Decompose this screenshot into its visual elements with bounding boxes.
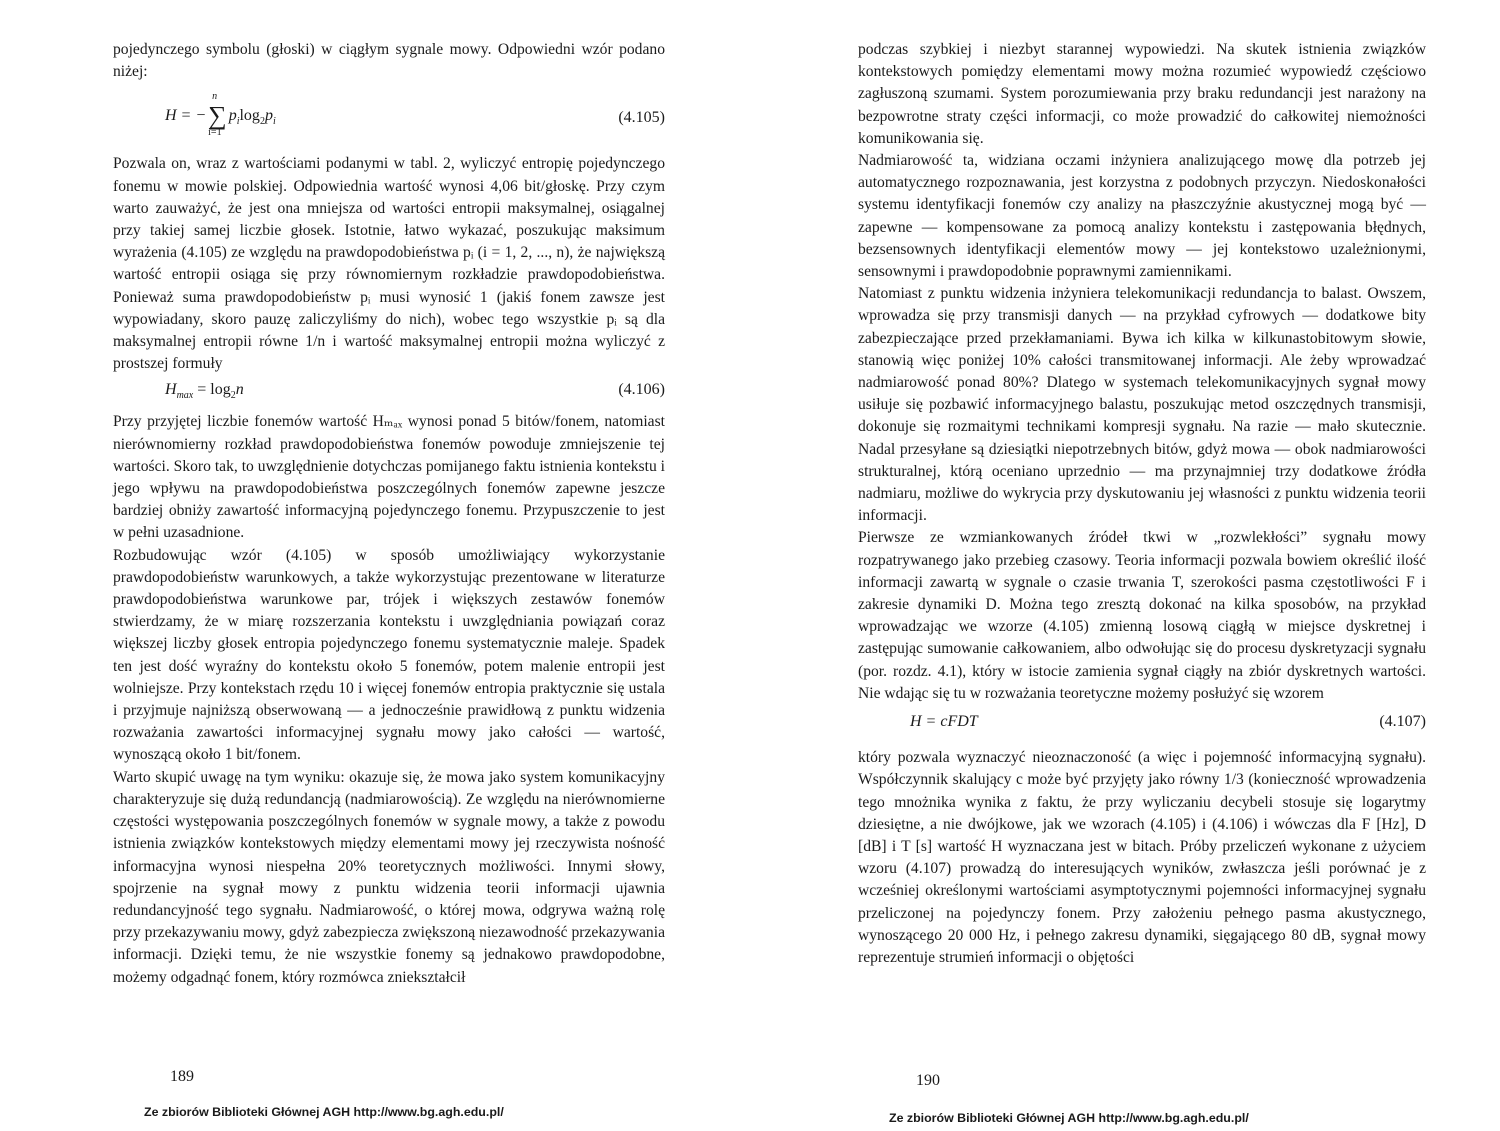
right-paragraph-4: Pierwsze ze wzmiankowanych źródeł tkwi w „rozwlekłości” sygnału mowy rozpatrywanego jako przebieg czasowy. Teoria informacji pozwala bowiem określić ilość informacji zawartą w sygnale o czasie trwania T, szerokości pasma częstotliwości F i zakresie dynamiki D. Można tego zresztą dokonać na kilka sposobów, na przykład wprowadzając we wzorze (4.105) zmienną losową ciągłą w miejsce dyskretnej i zastępując sumowanie całkowaniem, albo odwołując się do procesu dyskretyzacji sygnału (por. rozdz. 4.1), który w istocie zamienia sygnał ciągły na zbiór dyskretnych wartości. Nie wdając się tu w rozważania teoretyczne możemy posłużyć się wzorem <box>858 529 1426 702</box>
right-text-column <box>858 39 1426 969</box>
left-text-column <box>113 39 665 989</box>
summation-symbol: ∑ n i=1 <box>208 91 227 139</box>
right-page <box>750 0 1500 1131</box>
left-paragraph-1: pojedynczego symbolu (głoski) w ciągłym sygnale mowy. Odpowiedni wzór podano niżej: <box>113 41 665 81</box>
formula-4-106-number: (4.106) <box>618 381 665 399</box>
formula-4-105-number: (4.105) <box>618 109 665 127</box>
formula-4-105-expression: H = −∑ n i=1 $p_i\log_2p_i$ <box>165 91 276 139</box>
left-paragraph-5: Warto skupić uwagę na tym wyniku: okazuje się, że mowa jako system komunikacyjny charakteryzuje się dużą redundancją (nadmiarowością). Ze względu na nierównomierne częstości występowania poszczególnych fonemów w sygnale mowy, a także z powodu istnienia związków kontekstowych między elementami mowy jej rzeczywista nośność informacyjna wynosi niespełna 20% teoretycznych możliwości. Innymi słowy, spojrzenie na sygnał mowy z punktu widzenia teorii informacji ujawnia redundancyjność tego sygnału. Nadmiarowość, o której mowa, odgrywa ważną rolę przy przekazywaniu mowy, gdyż zabezpiecza zwiększoną niezawodność przekazywania informacji. Dzięki temu, że nie wszystkie fonemy są jednakowo prawdopodobne, możemy odgadnąć fonem, który rozmówca zniekształcił <box>113 768 665 986</box>
left-page-number: 189 <box>170 1068 194 1085</box>
formula-4-105 <box>113 85 665 149</box>
left-paragraph-3: Przy przyjętej liczbie fonemów wartość Hₘₐₓ wynosi ponad 5 bitów/fonem, natomiast nierównomierny rozkład prawdopodobieństwa fonemów powoduje zmniejszenie tej wartości. Skoro tak, to uwzględnienie dotychczas pomijanego faktu istnienia kontekstu i jego wpływu na prawdopodobieństwa poszczególnych fonemów zapewne jeszcze bardziej obniży zawartość informacyjną pojedynczego fonemu. Przypuszczenie to jest w pełni uzasadnione. <box>113 413 665 542</box>
right-paragraph-5: który pozwala wyznaczyć nieoznaczoność (a więc i pojemność informacyjną sygnału). Współczynnik skalujący c może być przyjęty jako równy 1/3 (konieczność wprowadzenia tego mnożnika wynika z faktu, że przy wyliczaniu decybeli stosuje się logarytmy dziesiętne, a nie dwójkowe, jak we wzorach (4.105) i (4.106) i wówczas dla F [Hz], D [dB] i T [s] wartość H wyznaczana jest w bitach. Próby przeliczeń wykonane z użyciem wzoru (4.107) prowadzą do interesujących wyników, zwłaszcza jeśli porównać je z wcześniej określonymi wartościami asymptotycznymi pojemności informacyjnej sygnału przeliczonej na pojedynczy fonem. Przy założeniu pełnego pasma akustycznego, wynoszącego 20 000 Hz, i pełnego zakresu dynamiki, sięgającego 80 dB, sygnał mowy reprezentuje strumień informacji o objętości <box>858 749 1426 966</box>
right-paragraph-2: Nadmiarowość ta, widziana oczami inżyniera analizującego mowę dla potrzeb jej automatycznego rozpoznawania, jest korzystna z podobnych przyczyn. Niedoskonałości systemu identyfikacji fonemów czy analizy na płaszczyźnie akustycznej mogą być — zapewne — kompensowane za pomocą analizy kontekstu i zastępowania błędnych, bezsensownych identyfikacji elementów mowy — jej kontekstowo uzależnionymi, sensownymi i prawdopodobnie poprawnymi zamiennikami. <box>858 152 1426 281</box>
left-paragraph-4: Rozbudowując wzór (4.105) w sposób umożliwiający wykorzystanie prawdopodobieństw warunkowych, a także wykorzystując prezentowane w literaturze prawdopodobieństwa warunkowe par, trójek i większych zestawów fonemów stwierdzamy, że w miarę rozszerzania kontekstu i uwzględniania powiązań coraz większej liczby głosek entropia pojedynczego fonemu systematycznie maleje. Spadek ten jest dość wyraźny do kontekstu około 5 fonemów, potem malenie entropii jest wolniejsze. Przy kontekstach rzędu 10 i więcej fonemów entropia praktycznie się ustala i przyjmuje najniższą obserwowaną — a jednocześnie prawidłową z punktu widzenia rozważania zawartości informacyjnej sygnału mowy jako całości — wartość, wynoszącą około 1 bit/fonem. <box>113 546 665 764</box>
right-footer: Ze zbiorów Biblioteki Głównej AGH http://www.bg.agh.edu.pl/ <box>889 1111 1249 1125</box>
left-paragraph-2: Pozwala on, wraz z wartościami podanymi w tabl. 2, wyliczyć entropię pojedynczego fonemu w mowie polskiej. Odpowiednia wartość wynosi 4,06 bit/głoskę. Przy czym warto zauważyć, że jest ona mniejsza od wartości entropii maksymalnej, osiągalnej przy takiej samej liczbie głosek. Istotnie, łatwo wykazać, poszukując maksimum wyrażenia (4.105) ze względu na prawdopodobieństwa pᵢ (i = 1, 2, ..., n), że największą wartość entropii osiąga się przy równomiernym rozkładzie prawdopodobieństwa. Ponieważ suma prawdopodobieństw pᵢ musi wynosić 1 (jakiś fonem zawsze jest wypowiadany, skoro pauzę zaliczyliśmy do nich), wobec tego wszystkie pᵢ są dla maksymalnej entropii równe 1/n i wartość maksymalnej entropii można wyliczyć z prostszej formuły <box>113 155 665 373</box>
formula-4-107 <box>858 711 1426 733</box>
left-footer: Ze zbiorów Biblioteki Głównej AGH http://www.bg.agh.edu.pl/ <box>144 1105 504 1119</box>
formula-4-106 <box>113 379 665 401</box>
formula-4-107-expression: H = cFDT <box>910 713 978 731</box>
formula-4-106-expression: $H_{max} = \log_2n$ <box>165 381 244 402</box>
formula-4-107-number: (4.107) <box>1379 713 1426 731</box>
right-paragraph-3: Natomiast z punktu widzenia inżyniera telekomunikacji redundancja to balast. Owszem, wprowadza się przy transmisji danych — na przykład cyfrowych — dodatkowe bity zabezpieczające przed przekłamaniami. Bywa ich kilka w kilkunastobitowym słowie, stanowią więc poniżej 10% całości transmitowanej informacji. Ale żeby wprowadzać nadmiarowość ponad 80%? Dlatego w systemach telekomunikacyjnych sygnał mowy usiłuje się pozbawić informacyjnego balastu, poszukując metod oszczędnych transmisji, dokonuje się rozmaitymi technikami kompresji sygnału. Na razie — mało skutecznie. Nadal przesyłane są dziesiątki niepotrzebnych bitów, gdyż mowa — obok nadmiarowości strukturalnej, którą oceniano uprzednio — ma przynajmniej trzy dodatkowe źródła nadmiaru, możliwe do wykrycia przy dyskutowaniu jej własności z punktu widzenia teorii informacji. <box>858 285 1426 525</box>
right-paragraph-1: podczas szybkiej i niezbyt starannej wypowiedzi. Na skutek istnienia związków kontekstowych pomiędzy elementami mowy można rozumieć wypowiedź częściowo zagłuszoną szumami. System porozumiewania przy braku redundancji jest narażony na bezpowrotne straty części informacji, co może prowadzić do całkowitej niemożności komunikowania się. <box>858 41 1426 147</box>
right-page-number: 190 <box>916 1072 940 1089</box>
